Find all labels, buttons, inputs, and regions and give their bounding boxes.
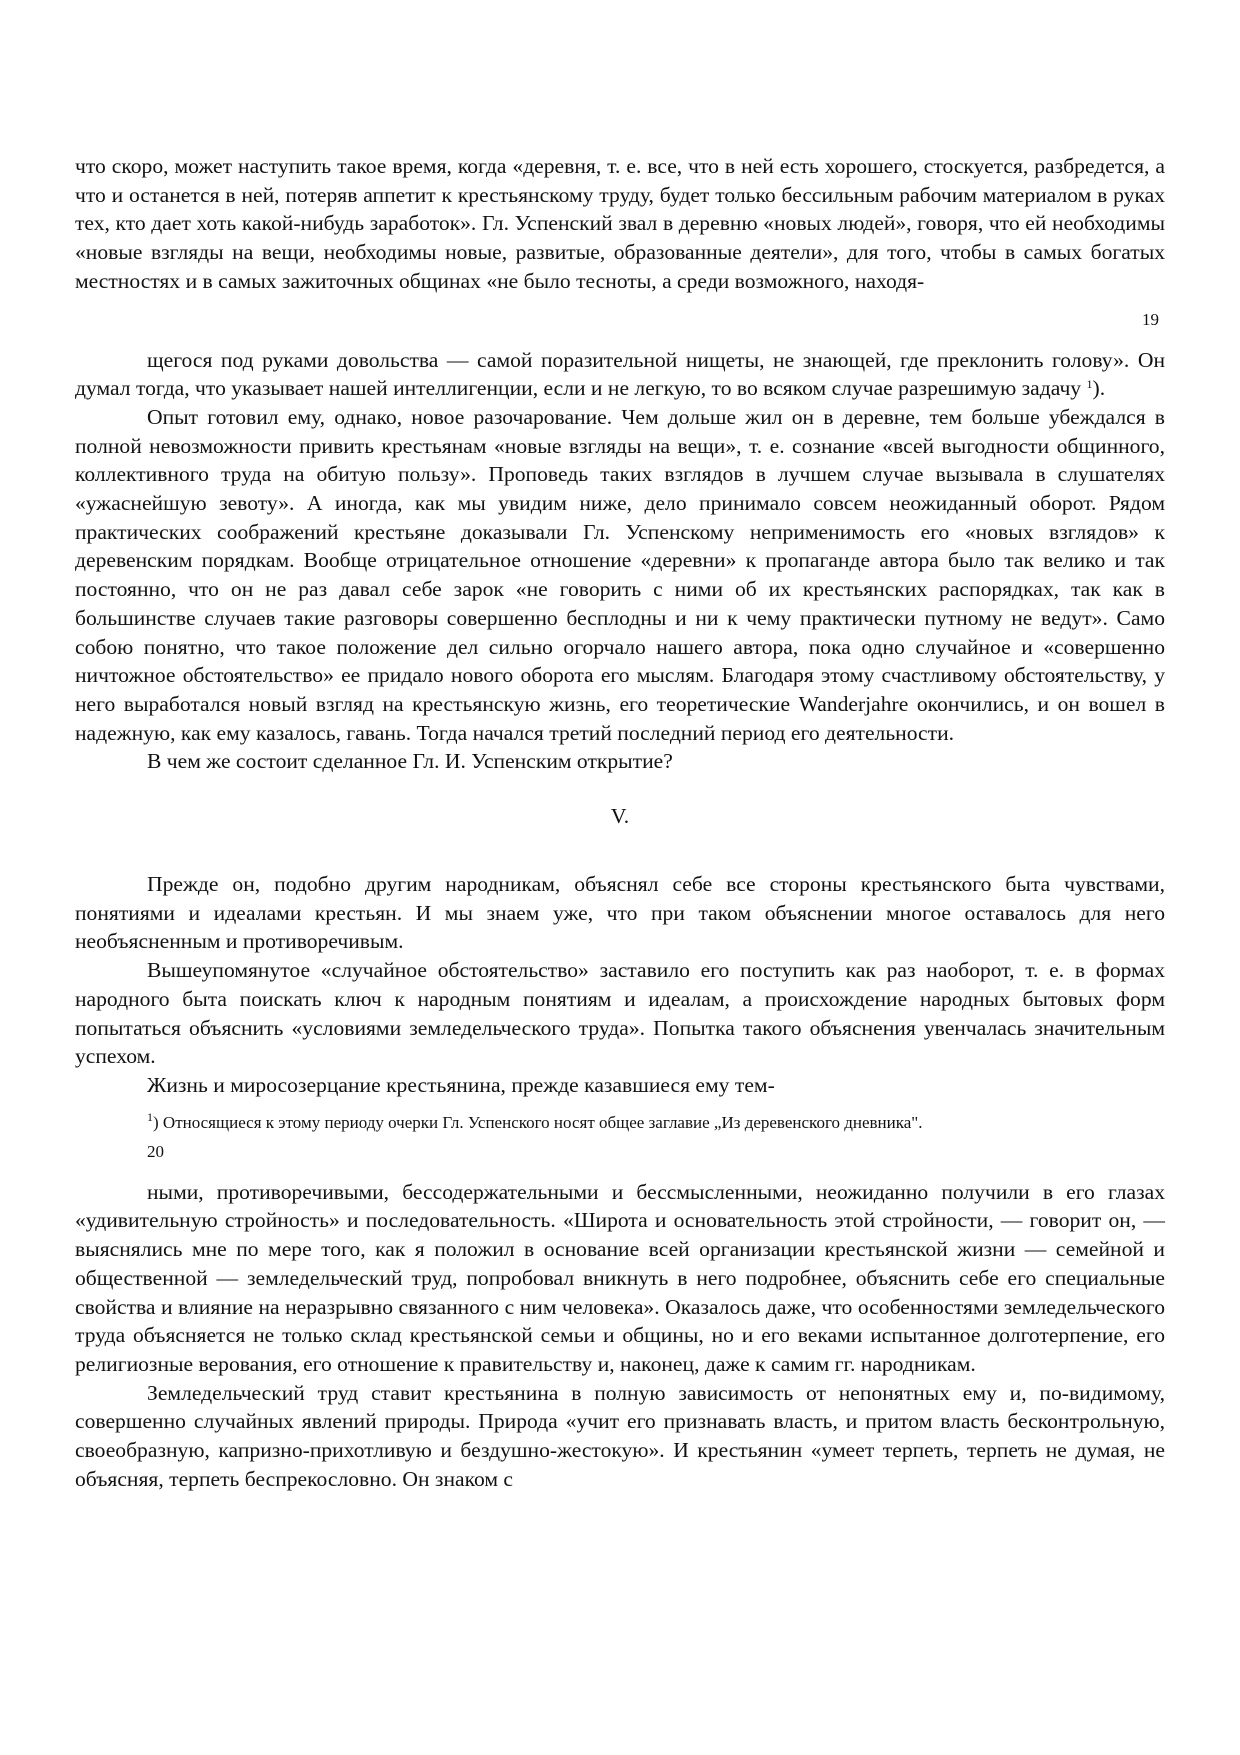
paragraph-life-continued: ными, противоречивыми, бессодержательными и бессмысленными, неожиданно получили в его глазах «удивительную стройность» и последовательность. «Широта и основательность этой стройности, — говорит он, — выяснялись мне по мере того, как я положил в основание всей организации крестьянской жизни — семейной и общественной — земледельческий труд, попробовал вникнуть в него подробнее, объяснить себе его специальные свойства и влияние на неразрывно связанного с ним человека». Оказалось даже, что особенностями земледельческого труда объясняется не только склад крестьянской семьи и общины, но и его веками испытанное долготерпение, его религиозные верования, его отношение к правительству и, наконец, даже к самим гг. народникам. [75,1179,1165,1376]
paragraph-experience: Опыт готовил ему, однако, новое разочарование. Чем дольше жил он в деревне, тем больше убеждался в полной невозможности привить крестьянам «новые взгляды на вещи», т. е. сознание «всей выгодности общинного, коллективного труда на обитую пользу». Проповедь таких взглядов в лучшем случае вызывала в слушателях «ужаснейшую зевоту». А иногда, как мы увидим ниже, дело принимало совсем неожиданный оборот. Рядом практических соображений крестьяне доказывали Гл. Успенскому неприменимость его «новых взглядов» к деревенским порядкам. Вообще отрицательное отношение «деревни» к пропаганде автора было так велико и так постоянно, что он не раз давал себе зарок «не говорить с ними об их крестьянских распорядках, так как в большинстве случаев такие разговоры совершенно бесплодны и ни к чему практически путному не ведут». Само собою понятно, что такое положение дел сильно огорчало нашего автора, пока одно случайное и «совершенно ничтожное обстоятельство» ее придало нового оборота его мыслям. Благодаря этому счастливому обстоятельству, у него выработался новый взгляд на крестьянскую жизнь, его теоретические Wanderjahre окончились, и он вошел в надежную, как ему казалось, гавань. Тогда начался третий последний период его деятельности. [75,404,1165,745]
paragraph-life-start: Жизнь и миросозерцание крестьянина, прежде казавшиеся ему тем- [147,1072,775,1097]
document-page [75,152,1165,1493]
footnote-number: 1 [147,1109,153,1124]
paragraph-question: В чем же состоит сделанное Гл. И. Успенским открытие? [147,749,673,774]
chapter-heading: V. [610,804,630,829]
paragraph-agriculture: Земледельческий труд ставит крестьянина в полную зависимость от непонятных ему и, по-видимому, совершенно случайных явлений природы. Природа «учит его признавать власть, и притом власть бесконтрольную, своеобразную, капризно-прихотливую и бездушно-жестокую». И крестьянин «умеет терпеть, терпеть не думая, не объясняя, терпеть беспрекословно. Он знаком с [75,1380,1165,1491]
paragraph-continued [75,346,1165,403]
paragraph-continued-end: ). [1092,376,1106,401]
paragraph-before: Прежде он, подобно другим народникам, объяснял себе все стороны крестьянского быта чувствами, понятиями и идеалами крестьян. И мы знаем уже, что при таком объяснении многое оставалось для него необъясненным и противоречивым. [75,872,1165,954]
paragraph-circumstance: Вышеупомянутое «случайное обстоятельство» заставило его поступить как раз наоборот, т. е. в формах народного быта поискать ключ к народным понятиям и идеалам, а происхождение народных бытовых форм попытаться объяснить «условиями земледельческого труда». Попытка такого объяснения увенчалась значительным успехом. [75,958,1165,1069]
page-number-20: 20 [147,1141,164,1161]
footnote-text: ) Относящиеся к этому периоду очерки Гл. Успенского носят общее заглавие „Из деревенского дневника". [153,1112,923,1132]
paragraph-top: что скоро, может наступить такое время, когда «деревня, т. е. все, что в ней есть хорошего, стоскуется, разбредется, а что и останется в ней, потеряв аппетит к крестьянскому труду, будет только бессильным рабочим материалом в руках тех, кто дает хоть какой-нибудь заработок». Гл. Успенский звал в деревню «новых людей», говоря, что ей необходимы «новые взгляды на вещи, необходимы новые, развитые, образованные деятели», для того, чтобы в самых богатых местностях и в самых зажиточных общинах «не было тесноты, а среди возможного, находя- [75,154,1165,293]
page-number-19: 19 [1142,309,1159,329]
paragraph-continued-text: щегося под руками довольства — самой поразительной нищеты, не знающей, где преклонить голову». Он думал тогда, что указывает нашей интеллигенции, если и не легкую, то во всяком случае разрешимую задачу [75,347,1165,401]
footnote-marker: 1 [1086,377,1093,392]
footnote [75,1109,1165,1134]
